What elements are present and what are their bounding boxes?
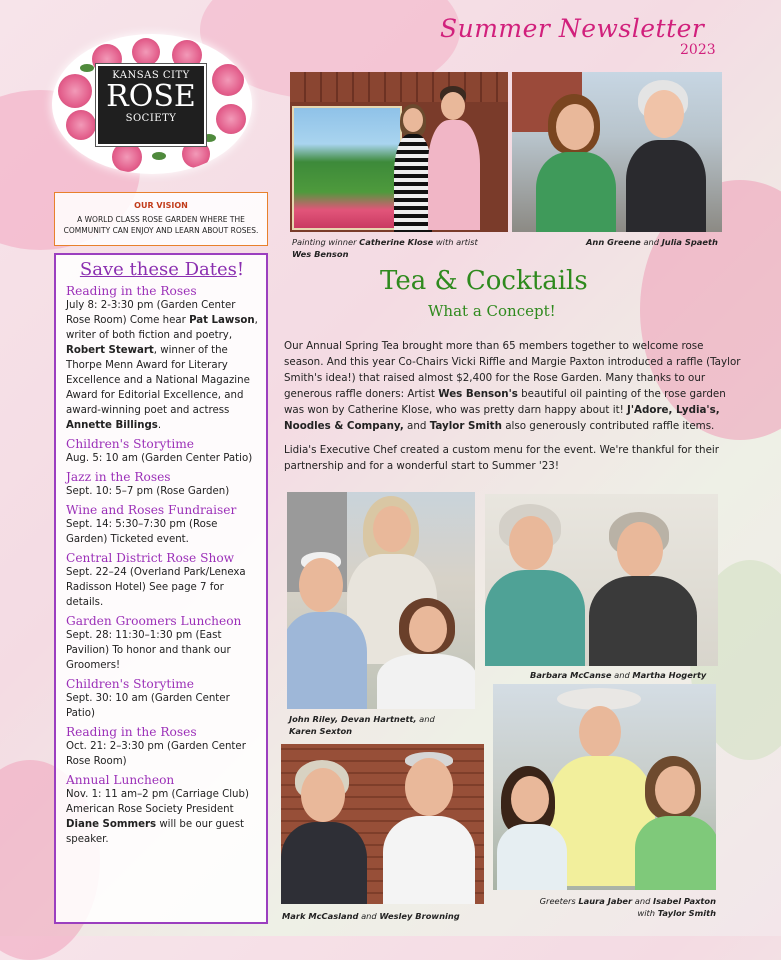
- event-details: Sept. 28: 11:30–1:30 pm (East Pavilion) To honor and thank our Groomers!: [66, 630, 231, 671]
- newsletter-year: 2023: [680, 42, 716, 58]
- article-body: [284, 338, 742, 482]
- save-the-dates-title: Save these Dates!: [79, 259, 245, 280]
- event-details: Sept. 30: 10 am (Garden Center Patio): [66, 693, 230, 719]
- photo-mark-wesley: [281, 744, 484, 904]
- caption-john-devan-karen: John Riley, Devan Hartnett, and Karen Sexton: [289, 714, 435, 736]
- save-the-dates-box: [54, 253, 268, 924]
- event-title: Jazz in the Roses: [66, 470, 171, 484]
- logo-line-3: SOCIETY: [125, 113, 177, 124]
- event-title: Reading in the Roses: [66, 284, 197, 298]
- newsletter-title: Summer Newsletter: [440, 14, 705, 43]
- vision-box: [54, 192, 268, 246]
- article-paragraph-2: Lidia's Executive Chef created a custom menu for the event. We're thankful for their partnership and for a wonderful start to Summer '23!: [284, 444, 719, 472]
- event-title: Garden Groomers Luncheon: [66, 614, 242, 628]
- vision-body: A WORLD CLASS ROSE GARDEN WHERE THE COMMUNITY CAN ENJOY AND LEARN ABOUT ROSES.: [63, 215, 259, 235]
- event-details: Sept. 22–24 (Overland Park/Lenexa Radisson Hotel) See page 7 for details.: [66, 567, 246, 608]
- photo-barbara-martha: [485, 494, 718, 666]
- event-title: Children's Storytime: [66, 677, 194, 691]
- vision-title: OUR VISION: [134, 201, 188, 210]
- article-subtitle: What a Concept!: [428, 302, 556, 320]
- caption-painting-winner: Painting winner Catherine Klose with artist Wes Benson: [292, 237, 478, 259]
- event-title: Reading in the Roses: [66, 725, 197, 739]
- event-details: Aug. 5: 10 am (Garden Center Patio): [66, 453, 253, 464]
- rose-garden-painting: [292, 106, 402, 230]
- event-title: Children's Storytime: [66, 437, 194, 451]
- event-details: Oct. 21: 2–3:30 pm (Garden Center Rose Room): [66, 741, 246, 767]
- logo-text-box: [96, 64, 206, 146]
- article-title: Tea & Cocktails: [380, 266, 588, 296]
- caption-ann-julia: Ann Greene and Julia Spaeth: [586, 237, 718, 247]
- logo-line-1: KANSAS CITY: [112, 70, 190, 81]
- caption-barbara-martha: Barbara McCanse and Martha Hogerty: [530, 670, 707, 680]
- caption-mark-wesley: Mark McCasland and Wesley Browning: [282, 911, 460, 921]
- event-details: Nov. 1: 11 am–2 pm (Carriage Club) American Rose Society President Diane Sommers will be our guest speaker.: [66, 789, 249, 845]
- photo-ann-julia: [512, 72, 722, 232]
- event-title: Central District Rose Show: [66, 551, 235, 565]
- caption-greeters: Greeters Laura Jaber and Isabel Paxton with Taylor Smith: [539, 896, 716, 918]
- kc-rose-society-logo: [52, 34, 252, 174]
- photo-john-devan-karen: [287, 492, 475, 709]
- event-details: July 8: 2-3:30 pm (Garden Center Rose Room) Come hear Pat Lawson, writer of both fiction and poetry, Robert Stewart, winner of the Thorpe Menn Award for Literary Excellence and a National Magazine Award for Editorial Excellence, and award-winning poet and actress Annette Billings.: [66, 300, 258, 431]
- event-details: Sept. 10: 5–7 pm (Rose Garden): [66, 486, 230, 497]
- logo-line-2: ROSE: [106, 79, 196, 114]
- photo-painting-winner: [290, 72, 508, 232]
- event-title: Wine and Roses Fundraiser: [66, 503, 237, 517]
- event-details: Sept. 14: 5:30–7:30 pm (Rose Garden) Ticketed event.: [66, 519, 218, 545]
- photo-greeters: [493, 684, 716, 890]
- article-paragraph-1: Our Annual Spring Tea brought more than 65 members together to welcome rose season. And this year Co-Chairs Vicki Riffle and Margie Paxton introduced a raffle (Taylor Smith's idea!) that raised almost $2,400 for the Rose Garden. Many thanks to our generous raffle doners: Artist Wes Benson's beautiful oil painting of the rose garden was won by Catherine Klose, who was pretty darn happy about it! J'Adore, Lydia's, Noodles & Company, and Taylor Smith also generously contributed raffle items.: [284, 340, 741, 432]
- event-title: Annual Luncheon: [66, 773, 175, 787]
